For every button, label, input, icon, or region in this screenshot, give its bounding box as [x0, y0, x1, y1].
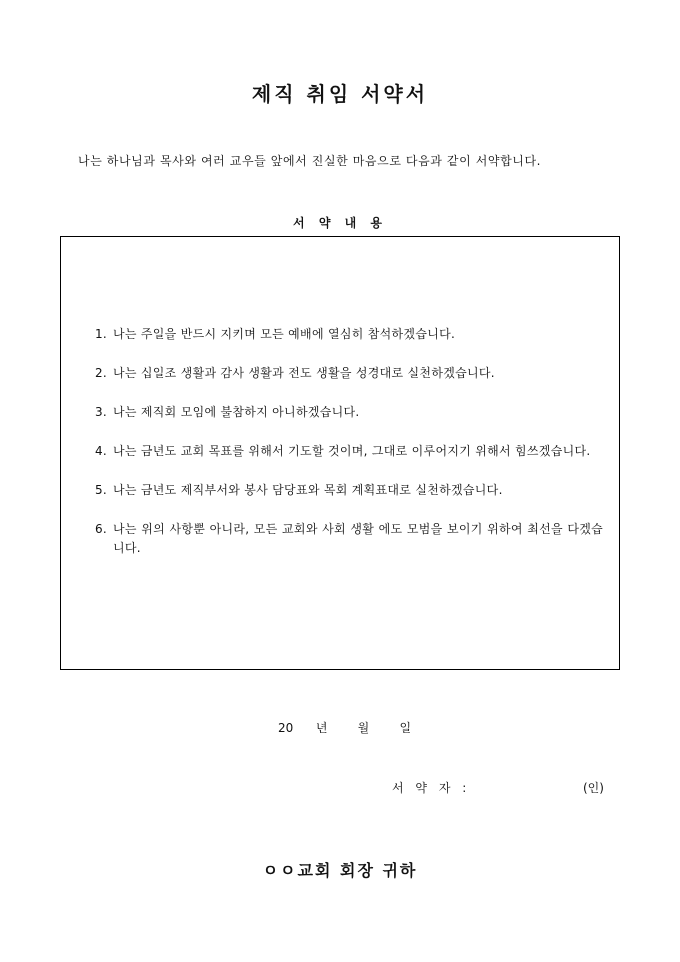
date-month-label: 월 [357, 721, 370, 735]
signer-label: 서 약 자 : [392, 781, 471, 795]
pledge-number: 6. [95, 522, 108, 536]
pledge-item [95, 403, 603, 422]
document-title: 제직 취임 서약서 [251, 82, 429, 106]
pledge-box [60, 236, 620, 670]
date-line [278, 719, 411, 736]
pledge-number: 1. [95, 327, 108, 341]
date-year-prefix: 20 [278, 721, 294, 735]
pledge-text: 나는 제직회 모임에 불참하지 아니하겠습니다. [113, 405, 360, 419]
date-day-label: 일 [399, 721, 412, 735]
intro-text: 나는 하나님과 목사와 여러 교우들 앞에서 진실한 마음으로 다음과 같이 서약합니다. [78, 154, 542, 168]
seal-label: (인) [583, 781, 604, 795]
pledge-number: 3. [95, 405, 108, 419]
pledge-number: 4. [95, 444, 108, 458]
pledge-list [95, 325, 603, 578]
pledge-text: 나는 주일을 반드시 지키며 모든 예배에 열심히 참석하겠습니다. [113, 327, 456, 341]
pledge-text: 나는 금년도 제직부서와 봉사 담당표와 목회 계획표대로 실천하겠습니다. [113, 483, 503, 497]
pledge-number: 5. [95, 483, 108, 497]
pledge-text: 나는 금년도 교회 목표를 위해서 기도할 것이며, 그대로 이루어지기 위해서 힘쓰겠습니다. [113, 444, 591, 458]
recipient-line: ㅇㅇ교회 회장 귀하 [262, 861, 418, 880]
pledge-item [95, 481, 603, 500]
date-year-label: 년 [315, 721, 328, 735]
pledge-item [95, 520, 603, 558]
pledge-item [95, 325, 603, 344]
pledge-number: 2. [95, 366, 108, 380]
pledge-item [95, 364, 603, 383]
pledge-item [95, 442, 603, 461]
section-label: 서 약 내 용 [293, 216, 387, 230]
pledge-text: 나는 위의 사항뿐 아니라, 모든 교회와 사회 생활 에도 모범을 보이기 위하여 최선을 다겠습니다. [113, 522, 603, 555]
pledge-text: 나는 십일조 생활과 감사 생활과 전도 생활을 성경대로 실천하겠습니다. [113, 366, 495, 380]
